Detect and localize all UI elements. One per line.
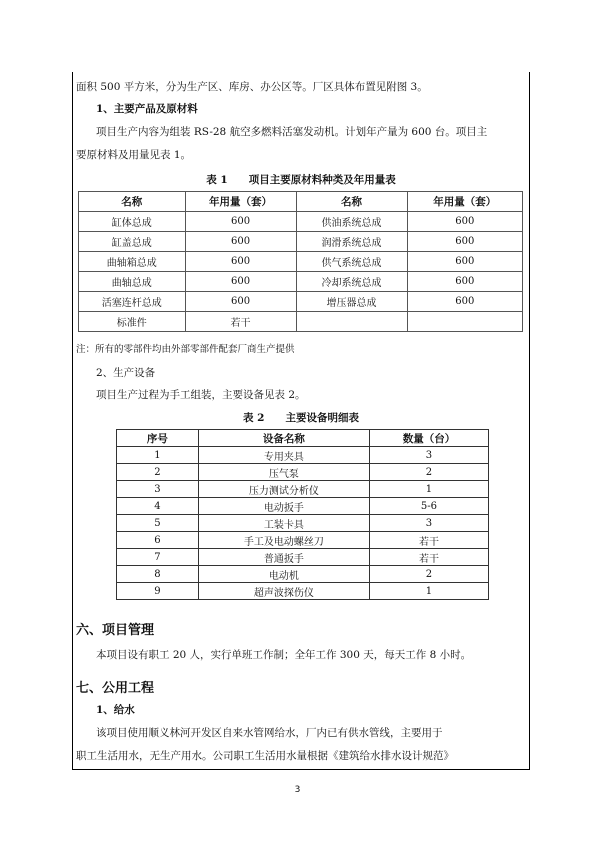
table-cell: 5 [117,515,199,532]
paragraph-line: 该项目使用顺义林河开发区自来水管网给水，厂内已有供水管线，主要用于 [96,727,443,739]
table-cell [407,312,522,332]
table-cell: 600 [407,272,522,292]
table-cell: 600 [407,292,522,312]
table-header-cell: 序号 [117,430,199,447]
table-header-cell: 名称 [79,192,186,212]
table-cell: 600 [185,272,296,292]
table-cell: 若干 [369,549,488,566]
subheading-equipment: 2、生产设备 [96,367,156,379]
table-cell: 电动扳手 [198,498,369,515]
table-cell: 600 [185,232,296,252]
table-cell: 7 [117,549,199,566]
page-number: 3 [294,785,301,795]
table-cell: 1 [369,481,488,498]
table-header-row [117,430,489,447]
table-cell: 600 [185,252,296,272]
paragraph-line: 职工生活用水，无生产用水。公司职工生活用水量根据《建筑给水排水设计规范》 [76,750,454,762]
table-cell: 活塞连杆总成 [79,292,186,312]
subheading-products: 1、主要产品及原材料 [96,103,198,115]
table-cell: 8 [117,566,199,583]
table1-caption: 表 1 项目主要原材料种类及年用量表 [206,174,396,186]
table-row [117,549,489,566]
table-header-cell: 设备名称 [198,430,369,447]
subheading-water-supply: 1、给水 [96,704,135,716]
paragraph-line: 本项目设有职工 20 人，实行单班工作制；全年工作 300 天，每天工作 8 小时。 [96,649,472,661]
table-cell: 600 [185,212,296,232]
table-row [79,312,523,332]
section-heading-utilities: 七、公用工程 [76,681,155,696]
paragraph-line: 项目生产过程为手工组装，主要设备见表 2。 [96,389,306,401]
table-row [117,498,489,515]
table-header-cell: 年用量（套） [185,192,296,212]
table-cell: 600 [407,232,522,252]
paragraph-line: 面积 500 平方米，分为生产区、库房、办公区等。厂区具体布置见附图 3。 [76,81,428,93]
table-cell: 曲轴总成 [79,272,186,292]
table1-note: 注：所有的零部件均由外部零部件配套厂商生产提供 [76,344,295,355]
table-cell: 3 [369,515,488,532]
table-header-cell: 数量（台） [369,430,488,447]
table-row [79,272,523,292]
table-cell: 5-6 [369,498,488,515]
table-cell: 压气泵 [198,464,369,481]
table-cell: 压力测试分析仪 [198,481,369,498]
table-cell: 专用夹具 [198,447,369,464]
table-header-row [79,192,523,212]
table-cell: 4 [117,498,199,515]
table-cell: 超声波探伤仪 [198,583,369,600]
table-cell: 1 [117,447,199,464]
equipment-table [116,429,489,600]
table-cell [296,312,407,332]
table-cell: 600 [407,252,522,272]
table-cell: 缸盖总成 [79,232,186,252]
table-header-cell: 名称 [296,192,407,212]
table-row [117,532,489,549]
table-row [79,232,523,252]
table-cell: 9 [117,583,199,600]
table-row [117,515,489,532]
table-header-cell: 年用量（套） [407,192,522,212]
table-cell: 供气系统总成 [296,252,407,272]
table-cell: 增压器总成 [296,292,407,312]
table-cell: 电动机 [198,566,369,583]
table-row [117,583,489,600]
table-cell: 普通扳手 [198,549,369,566]
table-cell: 供油系统总成 [296,212,407,232]
table-cell: 曲轴箱总成 [79,252,186,272]
table-cell: 3 [117,481,199,498]
table-row [79,212,523,232]
table2-caption: 表 2 主要设备明细表 [243,412,359,424]
table-cell: 缸体总成 [79,212,186,232]
table-cell: 手工及电动螺丝刀 [198,532,369,549]
table-cell: 润滑系统总成 [296,232,407,252]
paragraph-line: 项目生产内容为组装 RS-28 航空多燃料活塞发动机。计划年产量为 600 台。项目主 [96,126,488,138]
table-cell: 1 [369,583,488,600]
materials-table [78,191,523,332]
table-cell: 600 [407,212,522,232]
table-cell: 2 [117,464,199,481]
table-cell: 600 [185,292,296,312]
table-cell: 标准件 [79,312,186,332]
section-heading-management: 六、项目管理 [76,623,155,638]
table-row [117,464,489,481]
table-row [117,481,489,498]
table-cell: 工装卡具 [198,515,369,532]
table-cell: 若干 [369,532,488,549]
table-cell: 6 [117,532,199,549]
table-cell: 冷却系统总成 [296,272,407,292]
table-row [79,252,523,272]
table-cell: 若干 [185,312,296,332]
table-cell: 2 [369,464,488,481]
table-row [79,292,523,312]
table-cell: 2 [369,566,488,583]
paragraph-line: 要原材料及用量见表 1。 [76,149,192,161]
table-row [117,447,489,464]
table-cell: 3 [369,447,488,464]
table-row [117,566,489,583]
